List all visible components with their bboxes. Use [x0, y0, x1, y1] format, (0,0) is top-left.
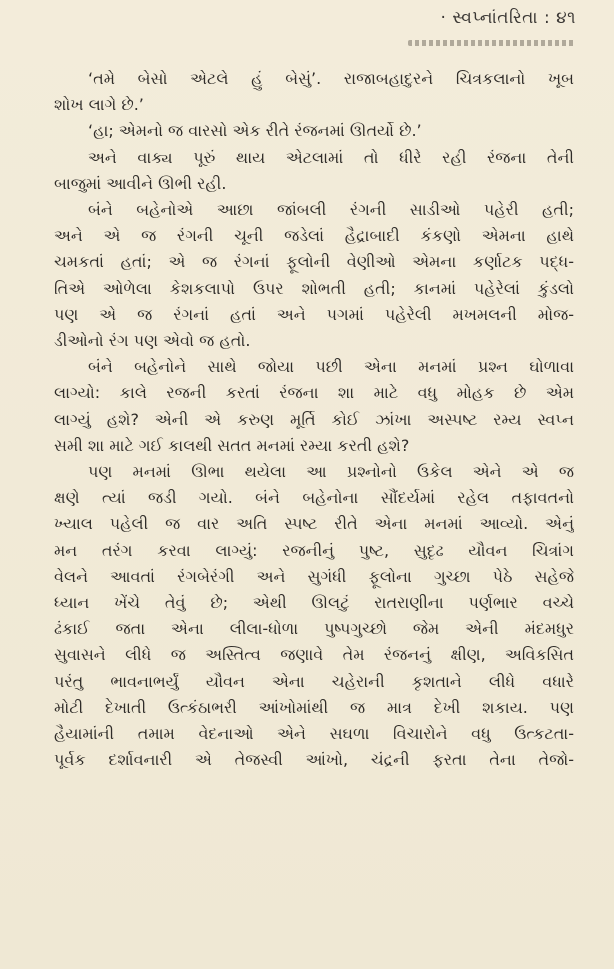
- text-line: બાજુમાં આવીને ઊભી રહી.: [54, 173, 227, 193]
- text-line: પણ એ જ રંગનાં હતાં અને પગમાં પહેરેલી મખમલની મોજ-: [54, 304, 574, 324]
- text-line: લાગ્યું હશે? એની એ કરુણ મૂર્તિ કોઈ ઝાંખા અસ્પષ્ટ રમ્ય સ્વપ્ન: [54, 409, 574, 429]
- text-line: મન તરંગ કરવા લાગ્યું: રજનીનું પુષ્ટ, સુદૃઢ યૌવન ચિત્રાંગ: [54, 540, 574, 560]
- text-line: વેલને આવતાં રંગબેરંગી અને સુગંધી ફૂલોના ગુચ્છા પેઠે સહેજે: [54, 566, 574, 586]
- text-line: બંને બહેનોએ આછા જાંબલી રંગની સાડીઓ પહેરી હતી;: [88, 200, 574, 220]
- text-line: પણ મનમાં ઊભા થયેલા આ પ્રશ્નોનો ઉકેલ એને એ જ: [88, 462, 574, 482]
- text-line: અને એ જ રંગની ચૂની જડેલાં હૈદ્રાબાદી કંકણો એમના હાથે: [54, 226, 574, 246]
- text-line: બંને બહેનોને સાથે જોયા પછી એના મનમાં પ્રશ્ન ઘોળાવા: [88, 357, 574, 377]
- text-line: ડીઓનો રંગ પણ એવો જ હતો.: [54, 331, 251, 351]
- body-text: [54, 66, 574, 773]
- running-head: · સ્વપ્નાંતરિતા : ૪૧: [440, 8, 576, 28]
- text-line: શોખ લાગે છે.’: [54, 95, 144, 115]
- text-line: ‘હા; એમનો જ વારસો એક રીતે રંજનમાં ઊતર્યો છે.’: [88, 121, 422, 141]
- text-line: મોટી દેખાતી ઉત્કંઠાભરી આંખોમાંથી જ માત્ર દેખી શકાય. પણ: [54, 697, 574, 717]
- text-line: સમી શા માટે ગઈ કાલથી સતત મનમાં રમ્યા કરતી હશે?: [54, 435, 410, 455]
- text-line: પૂર્વક દર્શાવનારી એ તેજસ્વી આંખો, ચંદ્રની ફરતા તેના તેજો-: [54, 750, 574, 770]
- text-line: લાગ્યો: કાલે રજની કરતાં રંજના શા માટે વધુ મોહક છે એમ: [54, 383, 574, 403]
- text-line: અને વાક્ય પૂરું થાય એટલામાં તો ધીરે રહી રંજના તેની: [88, 147, 574, 167]
- text-line: ઢંકાઈ જતા એના લીલા-ધોળા પુષ્પગુચ્છો જેમ એની મંદમધુર: [54, 619, 574, 639]
- running-head-rule: [408, 40, 576, 46]
- text-line: ખ્યાલ પહેલી જ વાર અતિ સ્પષ્ટ રીતે એના મનમાં આવ્યો. એનું: [54, 514, 574, 534]
- text-line: ધ્યાન ખેંચે તેવું છે; એથી ઊલટું રાતરાણીના પર્ણભાર વચ્ચે: [54, 593, 574, 613]
- text-line: ચમકતાં હતાં; એ જ રંગનાં ફૂલોની વેણીઓ એમના કર્ણાટક પદ્ધ-: [54, 252, 574, 272]
- text-line: ક્ષણે ત્યાં જડી ગયો. બંને બહેનોના સૌંદર્યમાં રહેલ તફાવતનો: [54, 488, 574, 508]
- text-line: હૈયામાંની તમામ વેદનાઓ એને સઘળા વિચારોને વધુ ઉત્કટતા-: [54, 724, 574, 744]
- text-line: સુવાસને લીધે જ અસ્તિત્વ જણાવે તેમ રંજનનું ક્ષીણ, અવિકસિત: [54, 645, 574, 665]
- text-line: પરંતુ ભાવનાભર્યું યૌવન એના ચહેરાની કૃશતાને લીધે વધારે: [54, 671, 574, 691]
- text-line: ‘તમે બેસો એટલે હું બેસું’. રાજાબહાદુરને ચિત્રકલાનો ખૂબ: [88, 69, 574, 88]
- text-line: તિએ ઓળેલા કેશકલાપો ઉપર શોભતી હતી; કાનમાં પહેરેલાં કુંડલો: [54, 278, 574, 298]
